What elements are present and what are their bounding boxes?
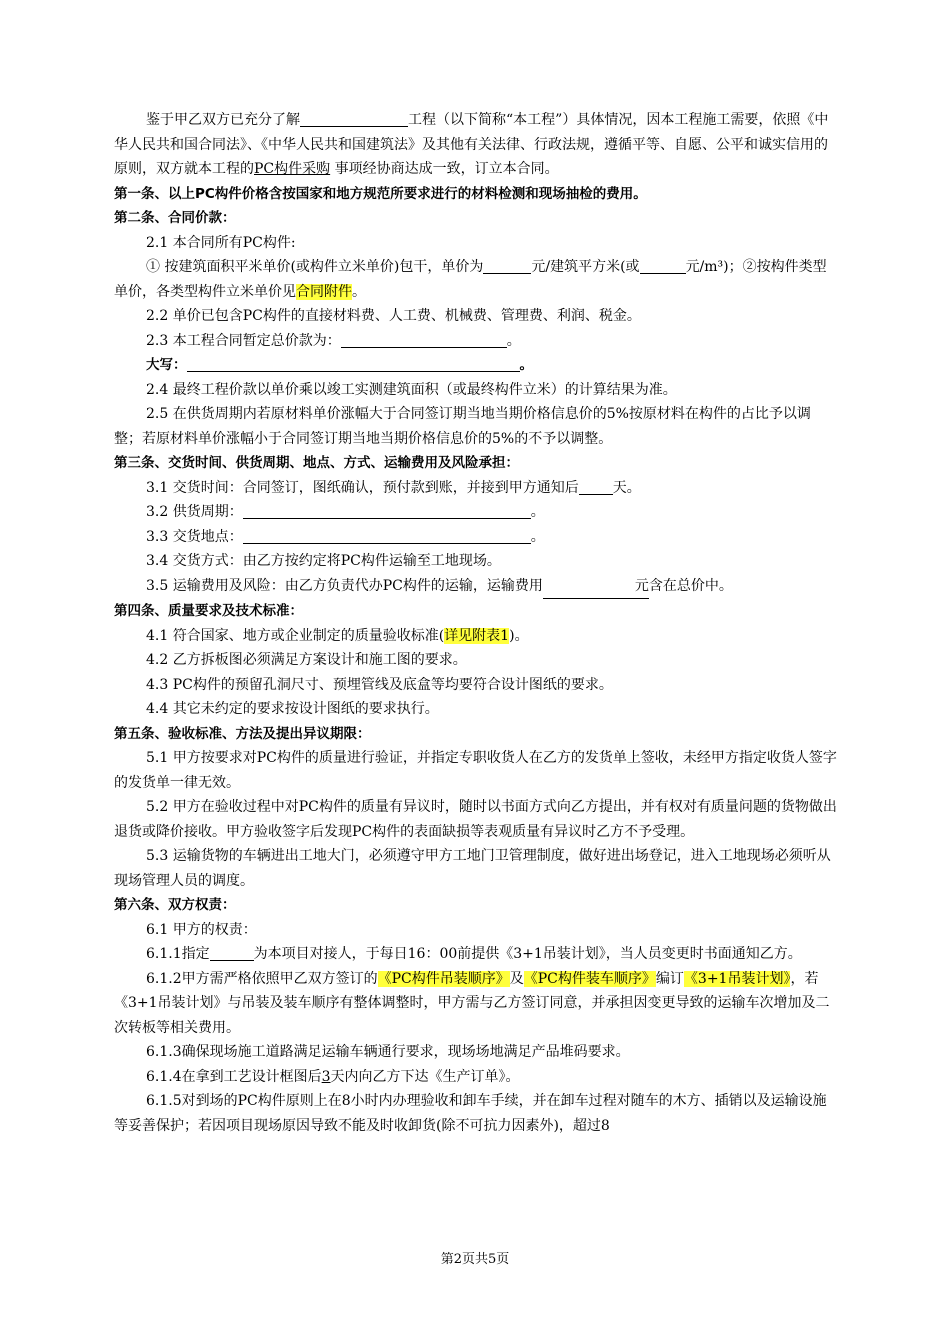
clause-6-1-4: 6.1.4在拿到工艺设计框图后3天内向乙方下达《生产订单》。 xyxy=(146,1068,520,1085)
clause-5-1: 5.1 甲方按要求对PC构件的质量进行验证，并指定专职收货人在乙方的发货单上签收，未经甲方指定收货人签字的发货单一律无效。 xyxy=(114,750,837,791)
loading-order-highlight: 《PC构件装车顺序》 xyxy=(523,970,656,987)
clause-4-2: 4.2 乙方拆板图必须满足方案设计和施工图的要求。 xyxy=(146,652,467,668)
clause-3-3: 3.3 交货地点： 。 xyxy=(146,528,545,545)
article-4-title: 第四条、质量要求及技术标准： xyxy=(114,603,303,619)
article-3-title: 第三条、交货时间、供货周期、地点、方式、运输费用及风险承担： xyxy=(114,455,519,471)
clause-4-3: 4.3 PC构件的预留孔洞尺寸、预埋管线及底盒等均要符合设计图纸的要求。 xyxy=(146,676,613,693)
clause-3-2: 3.2 供货周期： 。 xyxy=(146,504,545,520)
transport-fee-blank: 元 xyxy=(543,574,649,600)
clause-5-3: 5.3 运输货物的车辆进出工地大门，必须遵守甲方工地门卫管理制度，做好进出场登记，进入工地现场必须听从现场管理人员的调度。 xyxy=(114,848,831,889)
hoisting-plan-highlight: 《3+1吊装计划》 xyxy=(683,970,791,987)
clause-6-1: 6.1 甲方的权责： xyxy=(146,921,257,938)
clause-6-1-5: 6.1.5对到场的PC构件原则上在8小时内办理验收和卸车手续，并在卸车过程对随车的木方、插销以及运输设施等妥善保护；若因项目现场原因导致不能及时收卸货(除不可抗力因素外)，超过8 xyxy=(114,1093,827,1134)
clause-2-2: 2.2 单价已包含PC构件的直接材料费、人工费、机械费、管理费、利润、税金。 xyxy=(146,308,641,324)
amount-in-words-blank xyxy=(187,355,520,372)
article-6-title: 第六条、双方权责： xyxy=(114,897,236,913)
days-value: 3 xyxy=(321,1068,331,1085)
clause-2-5: 2.5 在供货周期内若原材料单价涨幅大于合同签订期当地当期价格信息价的5%按原材料在构件的占比予以调整；若原材料单价涨幅小于合同签订期当地当期价格信息价的5%的不予以调整。 xyxy=(114,406,811,447)
contact-person-blank xyxy=(210,944,254,961)
days-blank xyxy=(579,478,613,495)
clause-6-1-1: 6.1.1指定 为本项目对接人，于每日16：00前提供《3+1吊装计划》，当人员变更时书面通知乙方。 xyxy=(146,946,802,962)
clause-3-1: 3.1 交货时间：合同签订，图纸确认，预付款到账，并接到甲方通知后 天。 xyxy=(146,479,641,496)
clause-4-4: 4.4 其它未约定的要求按设计图纸的要求执行。 xyxy=(146,701,439,717)
clause-5-2: 5.2 甲方在验收过程中对PC构件的质量有异议时，随时以书面方式向乙方提出，并有权对有质量问题的货物做出退货或降价接收。甲方验收签字后发现PC构件的表面缺损等表观质量有异议时乙方不予受理。 xyxy=(114,799,837,840)
delivery-place-blank xyxy=(243,527,531,544)
supply-period-blank xyxy=(243,502,531,519)
schedule-1-highlight: 详见附表1 xyxy=(444,627,510,644)
clause-3-5: 3.5 运输费用及风险：由乙方负责代办PC构件的运输，运输费用 元含在总价中。 xyxy=(114,574,838,600)
page-number-footer: 第2页共5页 xyxy=(440,1252,510,1267)
clause-2-3-daxie: 大写： 。 xyxy=(146,357,533,373)
total-price-blank xyxy=(341,331,507,348)
contract-attachment-highlight: 合同附件 xyxy=(296,283,352,300)
clause-2-1-detail: ① 按建筑面积平米单价(或构件立米单价)包干，单价为 元/建筑平方米(或 元/m³)；②按构件类型单价，各类型构件立米单价见合同附件。 xyxy=(114,259,827,300)
clause-4-1: 4.1 符合国家、地方或企业制定的质量验收标准(详见附表1)。 xyxy=(146,627,529,644)
document-body xyxy=(114,108,838,1138)
clause-6-1-2: 6.1.2甲方需严格依照甲乙双方签订的《PC构件吊装顺序》及《PC构件装车顺序》编订《3+1吊装计划》，若《3+1吊装计划》与吊装及装车顺序有整体调整时，甲方需与乙方签订同意，并承担因变更导致的运输车次增加及二次转板等相关费用。 xyxy=(114,970,830,1036)
clause-2-3: 2.3 本工程合同暂定总价款为： 。 xyxy=(146,332,521,349)
article-1: 第一条、以上PC构件价格含按国家和地方规范所要求进行的材料检测和现场抽检的费用。 xyxy=(114,185,647,202)
article-2-title: 第二条、合同价款： xyxy=(114,210,236,226)
clause-6-1-3: 6.1.3确保现场施工道路满足运输车辆通行要求，现场场地满足产品堆码要求。 xyxy=(146,1044,630,1060)
clause-2-1: 2.1 本合同所有PC构件: xyxy=(146,234,296,251)
intro-paragraph: 鉴于甲乙双方已充分了解 工程（以下简称“本工程”）具体情况，因本工程施工需要，依照《中华人民共和国合同法》、《中华人民共和国建筑法》及其他有关法律、行政法规，遵循平等、自愿、公平和诚实信用的原则，双方就本工程的PC构件采购 事项经协商达成一致，订立本合同。 xyxy=(114,112,829,177)
clause-2-4: 2.4 最终工程价款以单价乘以竣工实测建筑面积（或最终构件立米）的计算结果为准。 xyxy=(146,381,677,398)
article-5-title: 第五条、验收标准、方法及提出异议期限： xyxy=(114,725,371,742)
purchase-subject: PC构件采购 xyxy=(254,161,331,177)
hoisting-order-highlight: 《PC构件吊装顺序》 xyxy=(377,970,510,987)
clause-3-4: 3.4 交货方式：由乙方按约定将PC构件运输至工地现场。 xyxy=(146,553,501,569)
cubic-price-blank xyxy=(640,257,686,274)
unit-price-blank xyxy=(483,257,531,274)
project-name-blank xyxy=(300,110,408,127)
